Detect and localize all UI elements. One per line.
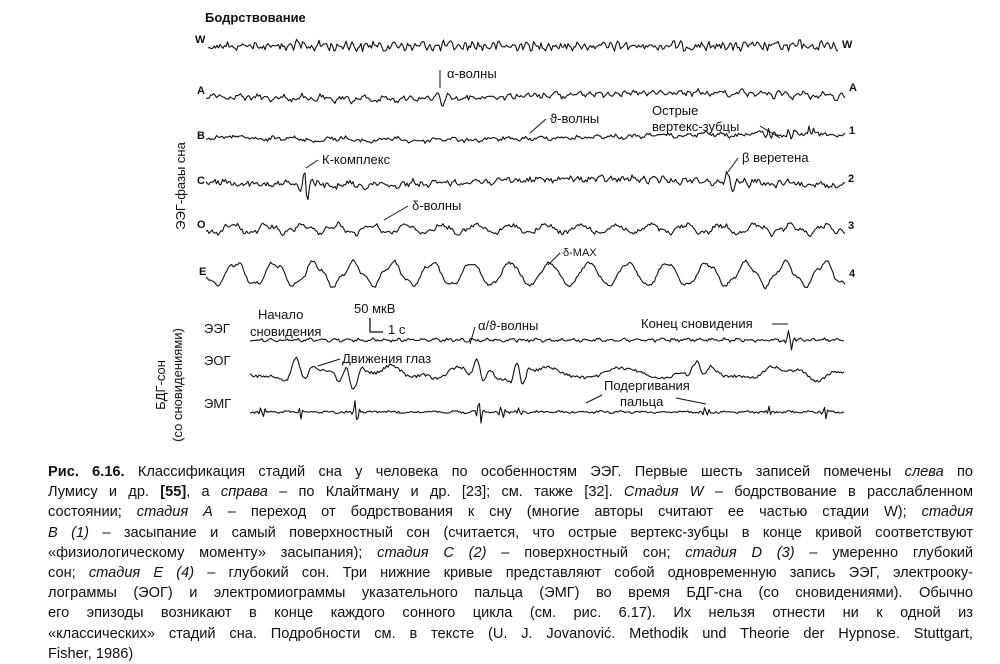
caption-run: – засыпание и самый поверхностный сон (считается, что острые вертекс-зубцы в конце кривой соответствуют bbox=[88, 524, 974, 541]
trace-b bbox=[206, 126, 845, 143]
caption-run: стадия bbox=[921, 504, 973, 521]
rem-eeg-trace bbox=[250, 331, 844, 350]
scale-time: 1 с bbox=[388, 322, 406, 337]
caption-run: справа bbox=[220, 484, 268, 501]
trace-w bbox=[208, 39, 838, 51]
trace-e bbox=[206, 260, 845, 289]
caption-line bbox=[48, 462, 973, 482]
scale-bar bbox=[370, 318, 383, 332]
caption-line bbox=[48, 502, 973, 522]
mark-left-e: E bbox=[199, 266, 207, 278]
caption-line bbox=[48, 603, 973, 623]
caption-line bbox=[48, 624, 973, 644]
caption-run: [55] bbox=[160, 484, 187, 501]
caption-run: стадия D (3) bbox=[685, 544, 795, 561]
caption-run: – по Клайтману и др. [23]; см. также [32]. bbox=[267, 484, 624, 501]
mark-left-d: O bbox=[197, 219, 206, 231]
vertex-label-1: Острые bbox=[652, 103, 699, 118]
caption-run: слева bbox=[904, 464, 944, 480]
mark-left-w: W bbox=[195, 34, 206, 46]
caption-run: сон; bbox=[48, 565, 89, 582]
mark-right-b: 1 bbox=[849, 125, 856, 137]
caption-run: стадия E (4) bbox=[88, 565, 195, 582]
scale-amplitude: 50 мкВ bbox=[354, 301, 396, 316]
mark-right-w: W bbox=[842, 39, 853, 51]
rem-eeg-label: ЭЭГ bbox=[204, 321, 230, 336]
caption-run: «классических» стадий сна. Подробности см. в тексте (U. J. Jovanović. Methodik und Theorie der Hypnose. Stuttgart, bbox=[48, 625, 973, 642]
rem-axis-label-2: (со сновидениями) bbox=[170, 328, 185, 442]
figure-caption bbox=[48, 462, 973, 664]
caption-run: – глубокий сон. Три нижние кривые представляют собой одновременную запись ЭЭГ, электрооку- bbox=[194, 565, 973, 582]
mark-left-c: C bbox=[197, 175, 205, 187]
alpha-theta-label: α/ϑ-волны bbox=[478, 318, 539, 333]
rem-axis-label-1: БДГ-сон bbox=[153, 360, 168, 410]
caption-line bbox=[48, 523, 973, 543]
caption-run: B (1) bbox=[48, 524, 89, 541]
caption-run: «физиологическому моменту» засыпания); bbox=[48, 544, 378, 561]
rem-eog-trace bbox=[250, 357, 844, 389]
eeg-stages-axis-label: ЭЭГ-фазы сна bbox=[173, 142, 188, 230]
dream-start-label-1: Начало bbox=[258, 307, 304, 322]
caption-run: – переход от бодрствования к сну (многие авторы считают ее частью стадии W); bbox=[212, 504, 922, 521]
finger-twitch-label-1: Подергивания bbox=[604, 378, 690, 393]
eye-movements-label: Движения глаз bbox=[342, 351, 432, 366]
caption-line bbox=[48, 543, 973, 563]
mark-right-c: 2 bbox=[848, 173, 855, 185]
delta-max-label: δ-MAX bbox=[563, 247, 597, 259]
mark-right-a: A bbox=[849, 82, 857, 94]
caption-run: – бодрствование в расслабленном bbox=[703, 484, 974, 501]
vertex-label-2: вертекс-зубцы bbox=[652, 119, 740, 134]
caption-line bbox=[48, 583, 973, 603]
caption-run: – умеренно глубокий bbox=[794, 544, 974, 561]
caption-run: лограммы (ЭОГ) и электромиограммы указательного пальца (ЭМГ) во время БДГ-сна (со сновидениями). Обычно bbox=[48, 585, 973, 602]
trace-d bbox=[206, 222, 845, 237]
caption-run: – поверхностный сон; bbox=[486, 544, 686, 561]
caption-run: Fisher, 1986) bbox=[48, 645, 134, 662]
mark-right-e: 4 bbox=[849, 268, 856, 280]
caption-line bbox=[48, 644, 973, 664]
caption-run: стадия A bbox=[136, 504, 213, 521]
wake-label: Бодрствование bbox=[205, 10, 306, 25]
rem-emg-trace bbox=[250, 401, 844, 423]
mark-left-b: B bbox=[197, 130, 205, 142]
mark-left-a: A bbox=[197, 85, 205, 97]
delta-waves-label: δ-волны bbox=[412, 198, 462, 213]
trace-c bbox=[206, 171, 845, 199]
dream-end-label: Конец сновидения bbox=[641, 316, 753, 331]
caption-run: по bbox=[943, 464, 974, 480]
finger-twitch-label-2: пальца bbox=[620, 394, 664, 409]
caption-run: стадия C (2) bbox=[377, 544, 487, 561]
dream-start-label-2: сновидения bbox=[250, 324, 322, 339]
caption-run: Лумису и др. bbox=[48, 484, 161, 501]
beta-spindles-label: β веретена bbox=[742, 150, 809, 165]
caption-run: его эпизоды возникают в конце каждого сонного цикла (см. рис. 6.17). Их нельзя отнести ни к одной из bbox=[48, 605, 973, 622]
caption-run: , а bbox=[186, 484, 221, 501]
trace-a bbox=[206, 89, 845, 107]
caption-run: состоянии; bbox=[48, 504, 137, 521]
caption-line bbox=[48, 482, 973, 502]
k-complex-label: К-комплекс bbox=[322, 152, 391, 167]
rem-emg-label: ЭМГ bbox=[204, 396, 232, 411]
alpha-waves-label: α-волны bbox=[447, 66, 497, 81]
mark-right-d: 3 bbox=[848, 220, 855, 232]
rem-eog-label: ЭОГ bbox=[204, 353, 231, 368]
caption-run: Классификация стадий сна у человека по особенностям ЭЭГ. Первые шесть записей помечены bbox=[124, 464, 905, 480]
caption-run: Стадия W bbox=[623, 484, 704, 501]
theta-waves-label: ϑ-волны bbox=[550, 111, 600, 126]
caption-run: Рис. 6.16. bbox=[48, 464, 125, 480]
caption-line bbox=[48, 563, 973, 583]
